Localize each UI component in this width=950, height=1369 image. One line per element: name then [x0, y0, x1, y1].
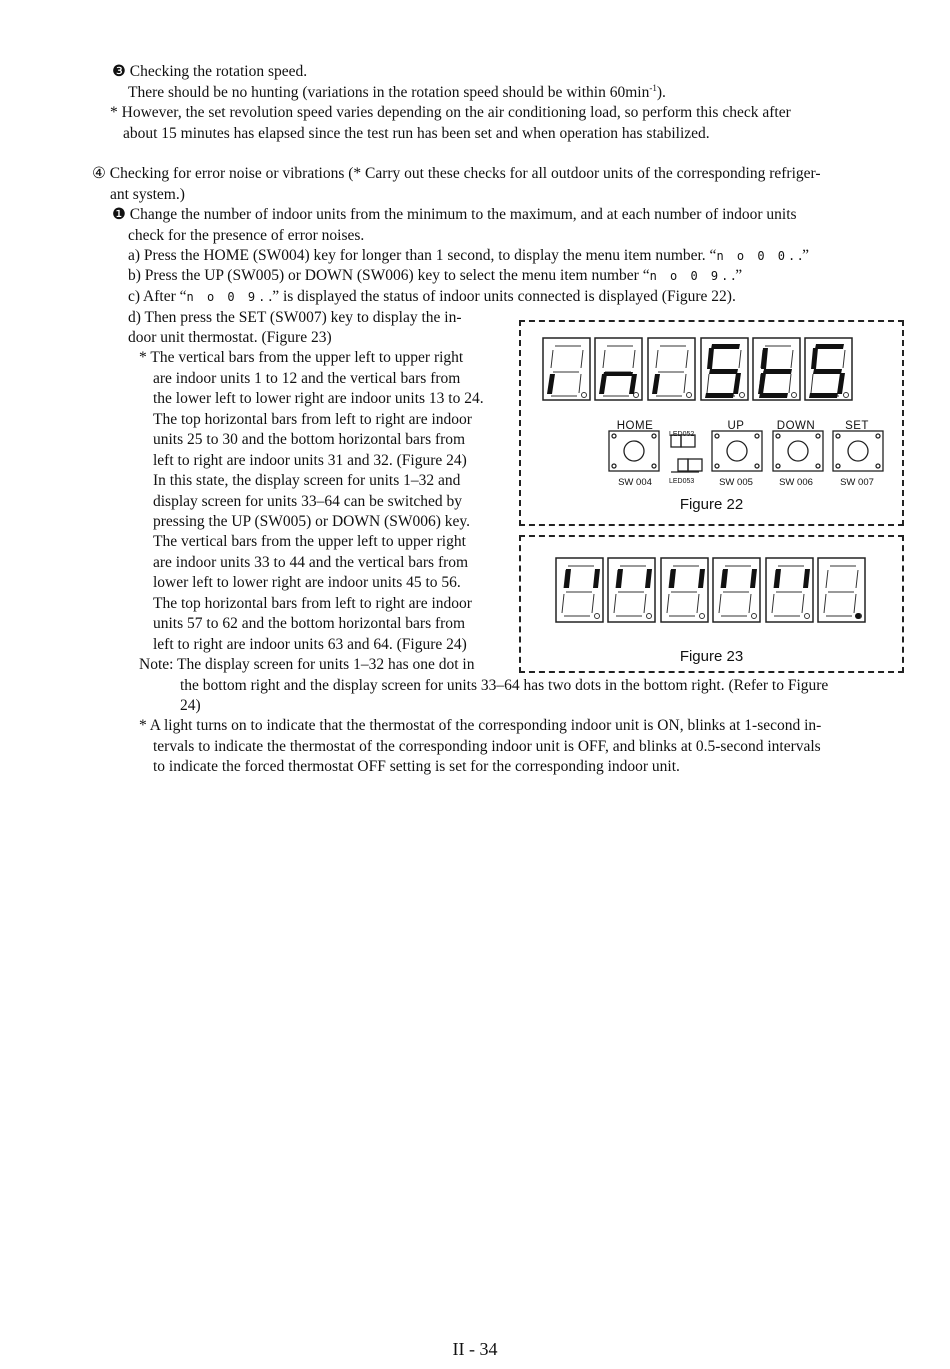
bars-text-2: are indoor units 1 to 12 and the vertical bars from	[153, 370, 461, 387]
display-code-a: n o 0 0.	[716, 249, 799, 263]
step-d-line2: door unit thermostat. (Figure 23)	[128, 329, 332, 346]
sw004-label: SW 004	[618, 477, 652, 488]
home-switch-icon	[609, 431, 659, 471]
section4-heading-line1: ④ Checking for error noise or vibrations (* Carry out these checks for all outdoor units of the corresponding refriger-	[92, 165, 821, 182]
light-line1: * A light turns on to indicate that the thermostat of the corresponding indoor unit is ON, blinks at 1-second in-	[139, 717, 822, 734]
note-line2: the bottom right and the display screen for units 33–64 has two dots in the bottom right. (Refer to Figure	[180, 677, 829, 694]
figure-22	[519, 320, 904, 526]
led053-label: LED053	[669, 478, 695, 485]
step-b: b) Press the UP (SW005) or DOWN (SW006) key to select the menu item number “n o 0 9..”	[128, 267, 743, 284]
seven-segment-display-nasts	[521, 322, 906, 402]
step1-line2: check for the presence of error noises.	[128, 227, 365, 244]
section3-note-line2: about 15 minutes has elapsed since the test run has been set and when operation has stabilized.	[123, 125, 710, 142]
bars-text-4: The top horizontal bars from left to right are indoor	[153, 411, 472, 428]
light-line2: tervals to indicate the thermostat of the corresponding indoor unit is OFF, and blinks at 0.5-second intervals	[153, 738, 821, 755]
figure-22-caption: Figure 22	[679, 496, 744, 513]
home-button-label: HOME	[616, 420, 654, 432]
sw007-label: SW 007	[840, 477, 874, 488]
bars-text-1: * The vertical bars from the upper left to upper right	[139, 349, 464, 366]
bars-text-10: The vertical bars from the upper left to upper right	[153, 533, 466, 550]
sw006-label: SW 006	[779, 477, 813, 488]
bars-text-6: left to right are indoor units 31 and 32. (Figure 24)	[153, 452, 467, 469]
step-c: c) After “n o 0 9..” is displayed the status of indoor units connected is displayed (Figure 22).	[128, 288, 736, 305]
note-line3: 24)	[180, 697, 201, 714]
bars-text-14: units 57 to 62 and the bottom horizontal bars from	[153, 615, 466, 632]
bars-text-8: display screen for units 33–64 can be switched by	[153, 493, 463, 510]
up-button-label: UP	[727, 420, 745, 432]
set-switch-icon	[833, 431, 883, 471]
set-button-label: SET	[845, 420, 869, 432]
bars-text-3: the lower left to lower right are indoor units 13 to 24.	[153, 390, 484, 407]
section3-heading: ❸ Checking the rotation speed.	[112, 63, 308, 80]
step1-line1: ❶ Change the number of indoor units from the minimum to the maximum, and at each number of indoor units	[112, 206, 797, 223]
bars-text-15: left to right are indoor units 63 and 64. (Figure 24)	[153, 636, 467, 653]
figure-23-caption: Figure 23	[679, 648, 744, 665]
display-code-b: n o 0 9.	[649, 269, 732, 283]
bars-text-7: In this state, the display screen for units 1–32 and	[153, 472, 461, 489]
section3-line: There should be no hunting (variations in the rotation speed should be within $60\min^{-1}$).	[128, 82, 666, 101]
section4-heading-line2: ant system.)	[110, 186, 185, 203]
section3-note-line1: * However, the set revolution speed varies depending on the air conditioning load, so perform this check after	[110, 104, 791, 121]
seven-segment-display-thermostat	[521, 537, 906, 632]
step-a: a) Press the HOME (SW004) key for longer than 1 second, to display the menu item number. “n o 0 0..”	[128, 247, 810, 264]
bars-text-5: units 25 to 30 and the bottom horizontal bars from	[153, 431, 466, 448]
bars-text-11: are indoor units 33 to 44 and the vertical bars from	[153, 554, 469, 571]
led-icon	[671, 435, 702, 472]
light-line3: to indicate the forced thermostat OFF setting is set for the corresponding indoor unit.	[153, 758, 680, 775]
down-button-label: DOWN	[776, 420, 816, 432]
up-switch-icon	[712, 431, 762, 471]
bars-text-13: The top horizontal bars from left to right are indoor	[153, 595, 472, 612]
display-code-c: n o 0 9.	[186, 290, 269, 304]
bars-text-9: pressing the UP (SW005) or DOWN (SW006) key.	[153, 513, 470, 530]
led052-label: LED052	[669, 431, 695, 438]
bars-text-12: lower left to lower right are indoor units 45 to 56.	[153, 574, 461, 591]
note-line1: Note: The display screen for units 1–32 has one dot in	[139, 656, 475, 673]
step-d-line1: d) Then press the SET (SW007) key to display the in-	[128, 309, 462, 326]
figure-23	[519, 535, 904, 673]
down-switch-icon	[773, 431, 823, 471]
page-number: II - 34	[452, 1339, 498, 1359]
sw005-label: SW 005	[719, 477, 753, 488]
